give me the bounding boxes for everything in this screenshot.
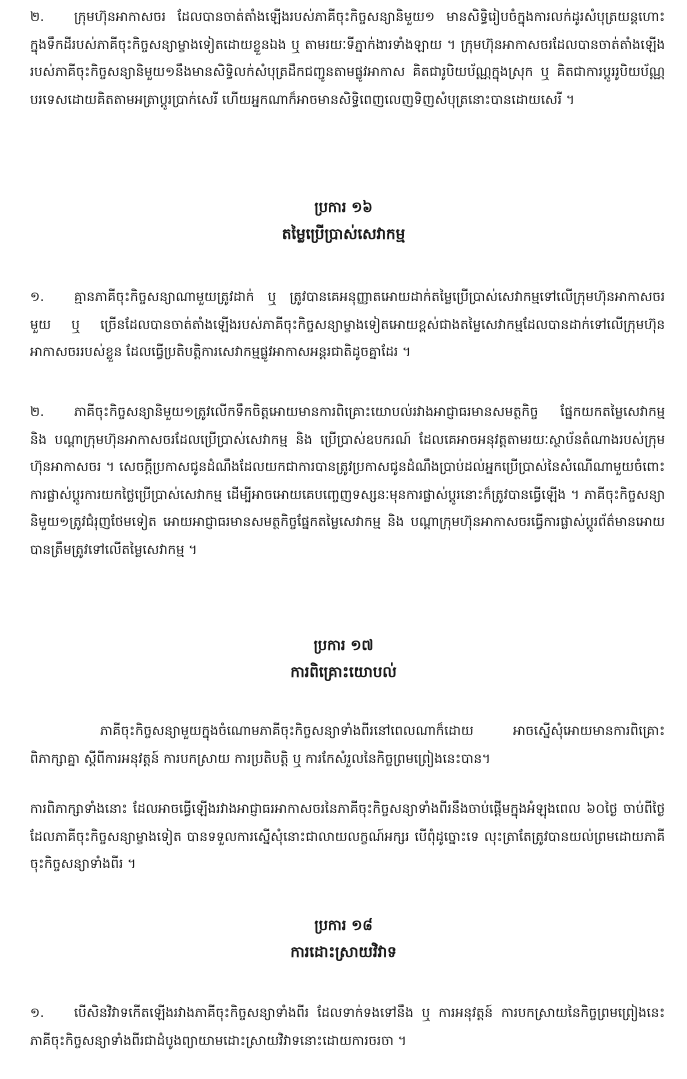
article-heading: តម្លៃប្រើប្រាស់សេវាកម្ម [281,225,406,243]
paragraph-text: គ្មានភាគីចុះកិច្ចសន្យាណាមួយត្រូវដាក់ ឬ ត្រូវបានគេអនុញ្ញាតអោយដាក់តម្លៃប្រើប្រាស់សេវាកម្មទៅលើក្រុមហ៊ុនអាកាសចរមួយ ឬ ច្រើនដែលបានចាត់តាំងឡើងរបស់ភាគីចុះកិច្ចសន្យាម្ខាងទៀតអោយខ្ពស់ជាងតម្លៃសេវាកម្មដែលបានដាក់ទៅលើក្រុមហ៊ុនអាកាសចររបស់ខ្លួន ដែលធ្វើប្រតិបត្តិការសេវាកម្មផ្លូវអាកាសអន្តរជាតិដូចគ្នាដែរ ។ [30,290,665,360]
article-heading: ការដោះស្រាយវិវាទ [290,943,397,961]
paragraph-16-2 [30,399,665,564]
paragraph-15-2 [30,4,665,114]
article-title: ប្រការ ១៦ [314,200,373,216]
paragraph-number: ១. [30,290,45,305]
article-16-header [0,196,687,247]
article-17-header [0,634,687,685]
article-title: ប្រការ ១៨ [314,918,373,934]
paragraph-17-body [30,796,665,879]
paragraph-number: ២. [30,405,45,420]
paragraph-text: ភាគីចុះកិច្ចសន្យានិមួយ១ត្រូវលើកទឹកចិត្តអោយមានការពិគ្រោះយោបល់រវាងអាជ្ញាធរមានសមត្ថកិច្ច ផ្នែកយកតម្លៃសេវាកម្ម និង បណ្តាក្រុមហ៊ុនអាកាសចរដែលប្រើប្រាស់សេវាកម្ម និង ប្រើប្រាស់ឧបករណ៍ ដែលគេអាចអនុវត្តតាមរយៈស្ថាប័នតំណាងរបស់ក្រុមហ៊ុនអាកាសចរ ។ សេចក្តីប្រកាសជូនដំណឹងដែលយកជាការបានត្រូវប្រកាសជូនដំណឹងប្រាប់ដល់អ្នកប្រើប្រាស់នៃសំណើណាមួយចំពោះការផ្លាស់ប្តូរការយកថ្លៃប្រើប្រាស់សេវាកម្ម ដើម្បីអាចអោយគេបញ្ចេញទស្សនៈមុនការផ្លាស់ប្តូរនោះក៏ត្រូវបានធ្វើឡើង ។ ភាគីចុះកិច្ចសន្យានិមួយ១ត្រូវជំរុញថែមទៀត អោយអាជ្ញាធរមានសមត្ថកិច្ចផ្នែកតម្លៃសេវាកម្ម និង បណ្តាក្រុមហ៊ុនអាកាសចរធ្វើការផ្លាស់ប្តូរព័ត៌មានអោយបានត្រឹមត្រូវទៅលើតម្លៃសេវាកម្ម ។ [30,405,665,558]
paragraph-text: ក្រុមហ៊ុនអាកាសចរ ដែលបានចាត់តាំងឡើងរបស់ភាគីចុះកិច្ចសន្យានិមួយ១ មានសិទ្ធិរៀបចំក្នុងការលក់ដូរសំបុត្រយន្តហោះក្នុងទឹកដីរបស់ភាគីចុះកិច្ចសន្យាម្ខាងទៀតដោយខ្លួនឯង ឬ តាមរយៈទីភ្នាក់ងារទាំងឡាយ ។ ក្រុមហ៊ុនអាកាសចរដែលបានចាត់តាំងឡើងរបស់ភាគីចុះកិច្ចសន្យានិមួយ១នឹងមានសិទ្ធិលក់សំបុត្រដឹកជញ្ជូនតាមផ្លូវអាកាស គិតជារូបិយប័ណ្ណក្នុងស្រុក ឬ គិតជាការប្តូររូបិយប័ណ្ណបរទេសដោយគិតតាមអត្រាប្តូរប្រាក់សេរី ហើយអ្នកណាក៏អាចមានសិទ្ធិពេញលេញទិញសំបុត្រនោះបានដោយសេរី ។ [30,10,665,108]
paragraph-number: ១. [30,1006,45,1021]
article-title: ប្រការ ១៧ [313,638,374,654]
article-18-header [0,914,687,965]
article-heading: ការពិគ្រោះយោបល់ [290,663,397,681]
paragraph-16-1 [30,284,665,367]
paragraph-text: បើសិនវិវាទកើតឡើងរវាងភាគីចុះកិច្ចសន្យាទាំងពីរ ដែលទាក់ទងទៅនឹង ឬ ការអនុវត្តន៍ ការបកស្រាយនៃកិច្ចព្រមព្រៀងនេះ ភាគីចុះកិច្ចសន្យាទាំងពីរជាដំបូងព្យាយាមដោះស្រាយវិវាទនោះដោយការចរចា ។ [30,1006,665,1049]
paragraph-18-1 [30,1000,665,1055]
paragraph-number: ២. [30,10,45,25]
paragraph-text: ភាគីចុះកិច្ចសន្យាមួយក្នុងចំណោមភាគីចុះកិច្ចសន្យាទាំងពីរនៅពេលណាក៏ដោយ អាចស្នើសុំអោយមានការពិគ្រោះពិភាក្សាគ្នា ស្តីពីការអនុវត្តន៍ ការបកស្រាយ ការប្រតិបត្តិ ឬ ការកែសំរួលនៃកិច្ចព្រមព្រៀងនេះបាន។ [30,724,665,767]
paragraph-text: ការពិភាក្សាទាំងនោះ ដែលអាចធ្វើឡើងរវាងអាជ្ញាធរអាកាសចរនៃភាគីចុះកិច្ចសន្យាទាំងពីរនឹងចាប់ផ្តើមក្នុងអំឡុងពេល ៦០ថ្ងៃ ចាប់ពីថ្ងៃដែលភាគីចុះកិច្ចសន្យាម្ខាងទៀត បានទទួលការស្នើសុំនោះជាលាយលក្ខណ៍អក្សរ បើពុំដូច្នោះទេ លុះត្រាតែត្រូវបានយល់ព្រមដោយភាគីចុះកិច្ចសន្យាទាំងពីរ ។ [30,802,665,872]
paragraph-17-intro [30,718,665,773]
